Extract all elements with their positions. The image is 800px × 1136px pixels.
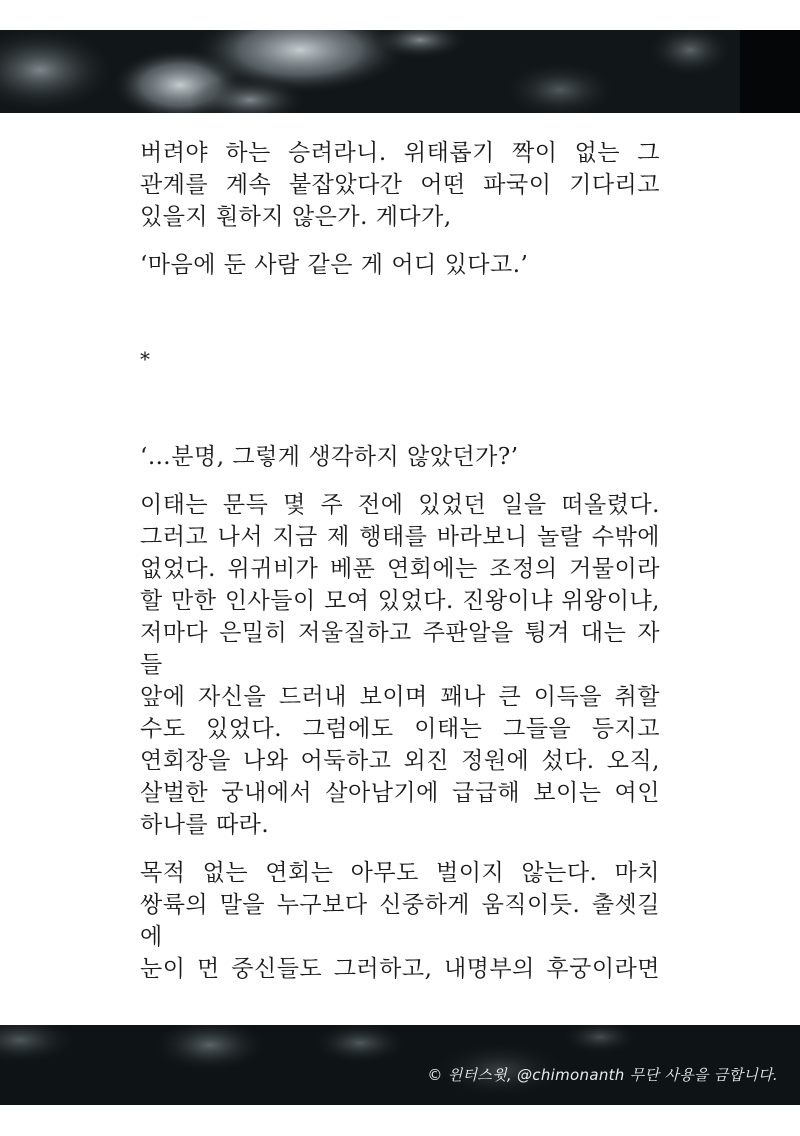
- quote-2: [140, 441, 660, 473]
- paragraph-3: [140, 857, 660, 985]
- text-line: 수도 있었다. 그럼에도 이태는 그들을 등지고: [140, 716, 660, 742]
- text-line: ‘…분명, 그렇게 생각하지 않았던가?’: [140, 444, 519, 470]
- text-line: 관계를 계속 붙잡았다간 어떤 파국이 기다리고: [140, 172, 660, 198]
- text-line: 앞에 자신을 드러내 보이며 꽤나 큰 이득을 취할: [140, 684, 660, 710]
- text-line: 이태는 문득 몇 주 전에 있었던 일을 떠올렸다.: [140, 492, 660, 518]
- text-line: 없었다. 위귀비가 베푼 연회에는 조정의 거물이라: [140, 556, 660, 582]
- frost-image: [0, 30, 800, 113]
- copyright-notice: © 윈터스윗, @chimonanth 무단 사용을 금합니다.: [427, 1066, 778, 1084]
- scene-separator: *: [140, 347, 151, 371]
- top-decorative-banner: [0, 30, 800, 113]
- text-line: 목적 없는 연회는 아무도 벌이지 않는다. 마치: [140, 860, 660, 886]
- text-line: ‘마음에 둔 사람 같은 게 어디 있다고.’: [140, 252, 529, 278]
- text-line: 저마다 은밀히 저울질하고 주판알을 튕겨 대는 자들: [140, 620, 660, 678]
- text-line: 하나를 따라.: [140, 812, 270, 838]
- text-line: 눈이 먼 중신들도 그러하고, 내명부의 후궁이라면: [140, 956, 660, 982]
- text-line: 할 만한 인사들이 모여 있었다. 진왕이냐 위왕이냐,: [140, 588, 660, 614]
- quote-1: [140, 249, 660, 281]
- document-body: [140, 137, 660, 985]
- text-line: 버려야 하는 승려라니. 위태롭기 짝이 없는 그: [140, 140, 660, 166]
- text-line: 있을지 훤하지 않은가. 게다가,: [140, 204, 452, 230]
- paragraph-1: [140, 137, 660, 233]
- text-line: 살벌한 궁내에서 살아남기에 급급해 보이는 여인: [140, 780, 660, 806]
- paragraph-2: [140, 489, 660, 841]
- text-line: 그러고 나서 지금 제 행태를 바라보니 놀랄 수밖에: [140, 524, 660, 550]
- text-line: 쌍륙의 말을 누구보다 신중하게 움직이듯. 출셋길에: [140, 892, 660, 950]
- text-line: 연회장을 나와 어둑하고 외진 정원에 섰다. 오직,: [140, 748, 660, 774]
